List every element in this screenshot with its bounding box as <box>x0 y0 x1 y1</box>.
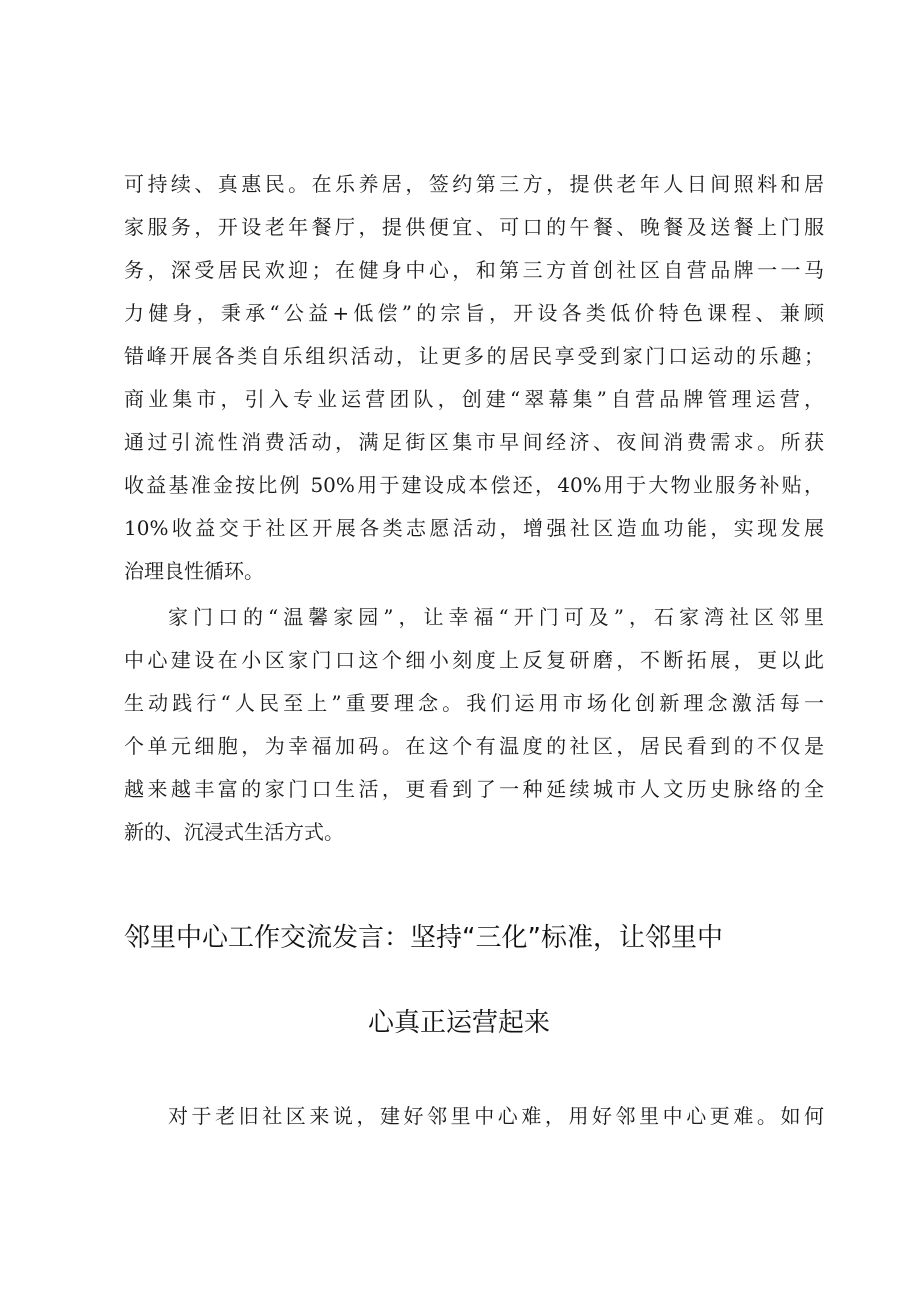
paragraph-line: 新的、沉浸式生活方式。 <box>124 820 344 844</box>
paragraph-line: 对于老旧社区来说，建好邻里中心难，用好邻里中心更难。如何 <box>168 1104 824 1128</box>
paragraph-line: 收益基准金按比例 50%用于建设成本偿还，40%用于大物业服务补贴， <box>124 473 824 497</box>
paragraph-line: 家服务，开设老年餐厅，提供便宜、可口的午餐、晚餐及送餐上门服 <box>124 215 824 239</box>
paragraph-line: 越来越丰富的家门口生活，更看到了一种延续城市人文历史脉络的全 <box>124 777 824 801</box>
paragraph-line: 家门口的“温馨家园”，让幸福“开门可及”，石家湾社区邻里 <box>168 605 824 629</box>
paragraph-line: 力健身，秉承“公益+低偿”的宗旨，开设各类低价特色课程、兼顾 <box>124 301 824 325</box>
paragraph-line: 通过引流性消费活动，满足街区集市早间经济、夜间消费需求。所获 <box>124 430 824 454</box>
section-heading-line-2: 心真正运营起来 <box>368 1008 551 1038</box>
paragraph-line: 可持续、真惠民。在乐养居，签约第三方，提供老年人日间照料和居 <box>124 172 824 196</box>
paragraph-line: 生动践行“人民至上”重要理念。我们运用市场化创新理念激活每一 <box>124 691 824 715</box>
paragraph-line: 中心建设在小区家门口这个细小刻度上反复研磨，不断拓展，更以此 <box>124 648 824 672</box>
paragraph-line: 商业集市，引入专业运营团队，创建“翠幕集”自营品牌管理运营， <box>124 387 824 411</box>
paragraph-line: 务，深受居民欢迎；在健身中心，和第三方首创社区自营品牌一一马 <box>124 258 824 282</box>
paragraph-line: 治理良性循环。 <box>124 559 264 583</box>
paragraph-line: 错峰开展各类自乐组织活动，让更多的居民享受到家门口运动的乐趣； <box>124 344 824 368</box>
section-heading-line-1: 邻里中心工作交流发言：坚持“三化”标准，让邻里中 <box>124 923 723 953</box>
paragraph-line: 10%收益交于社区开展各类志愿活动，增强社区造血功能，实现发展 <box>124 516 824 540</box>
paragraph-line: 个单元细胞，为幸福加码。在这个有温度的社区，居民看到的不仅是 <box>124 734 824 758</box>
